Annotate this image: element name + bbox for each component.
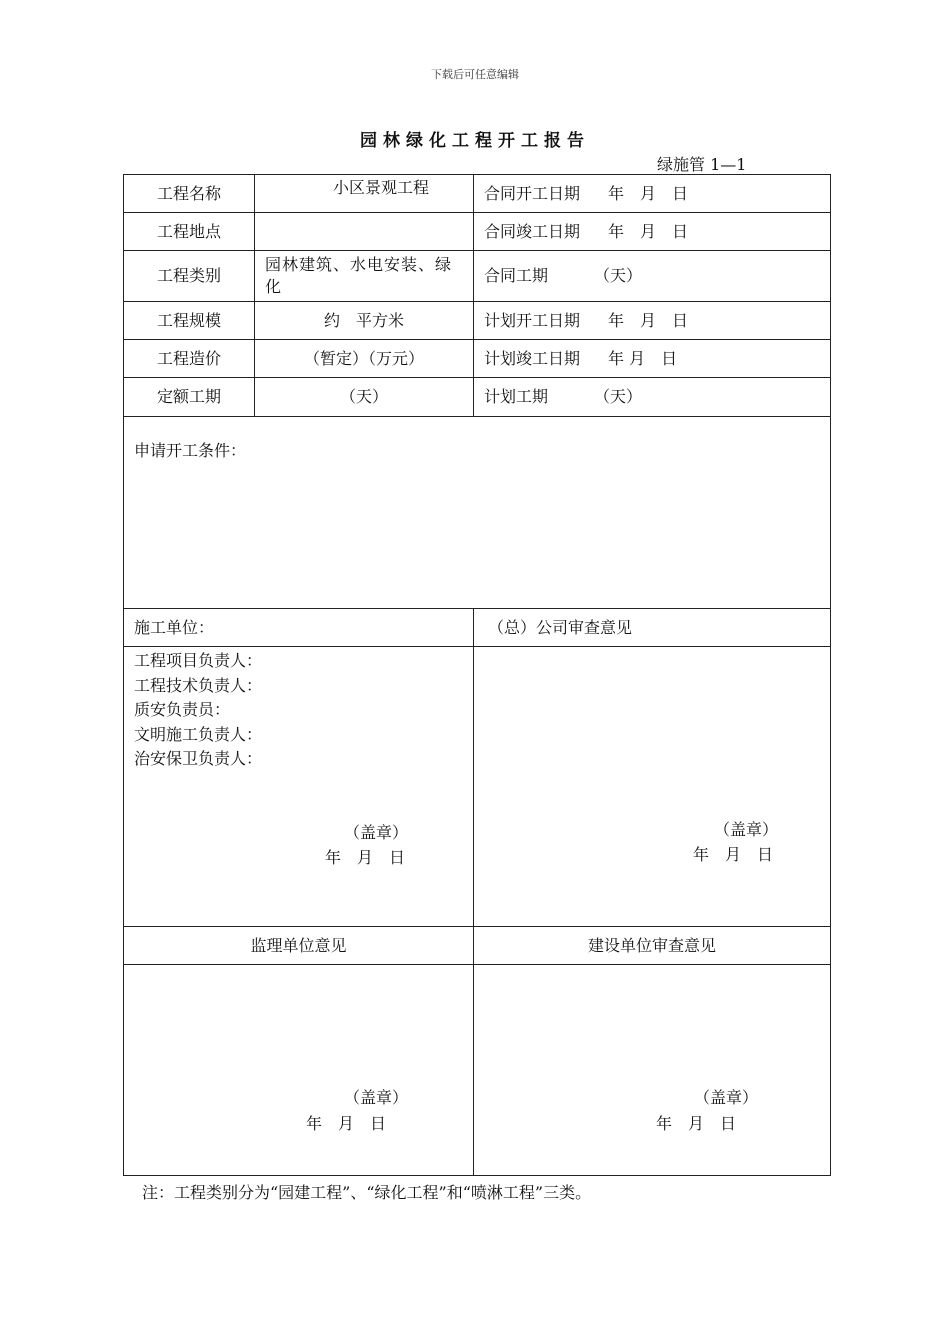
contract-start-label: 合同开工日期 [484,183,581,203]
start-conditions-label: 申请开工条件： [134,441,247,460]
project-manager-label: 工程项目负责人： [134,651,263,670]
row-value-project-scale[interactable] [254,301,474,340]
row-value-project-name[interactable] [254,174,474,213]
project-scale-value: 约 平方米 [323,310,404,330]
project-name-value: 小区景观工程 [333,178,430,197]
contractor-body[interactable] [123,646,474,927]
planned-duration-value: （天） [594,387,643,406]
planned-start-label: 计划开工日期 [484,310,581,330]
label-text: 定额工期 [156,387,221,406]
start-conditions-section[interactable] [123,416,831,609]
owner-body[interactable] [473,964,831,1176]
contractor-title: 施工单位： [134,617,215,637]
company-review-header [473,608,831,647]
row-value-project-location[interactable] [254,212,474,251]
planned-duration-label: 计划工期 [484,387,549,406]
document-title: 园林绿化工程开工报告 [360,131,590,151]
planned-end-label: 计划竣工日期 [484,348,581,368]
company-review-body[interactable] [473,646,831,927]
contract-end-label: 合同竣工日期 [484,221,581,241]
row-planned-start[interactable] [473,301,831,340]
owner-date: 年 月 日 [656,1114,737,1133]
row-label-project-cost [123,339,255,378]
row-contract-start[interactable] [473,174,831,213]
project-cost-value: （暂定）（万元） [303,348,424,368]
responsible-persons-list [134,649,262,772]
row-value-quota-duration[interactable] [254,377,474,417]
label-text: 工程地点 [156,221,221,241]
supervisor-seal: （盖章） [344,1088,409,1107]
row-label-project-location [123,212,255,251]
header-note: 下载后可任意编辑 [431,68,519,81]
civil-construction-label: 文明施工负责人： [134,724,263,744]
row-planned-end[interactable] [473,339,831,378]
label-text: 工程造价 [156,348,221,368]
contract-duration-value: （天） [594,266,643,285]
contractor-date: 年 月 日 [325,848,406,867]
row-label-project-name [123,174,255,213]
supervisor-title: 监理单位意见 [250,935,347,955]
contractor-header [123,608,474,647]
supervisor-header [123,926,474,965]
footnote: 注：工程类别分为“园建工程”、“绿化工程”和“喷淋工程”三类。 [142,1183,592,1202]
contractor-seal: （盖章） [344,823,409,842]
company-review-title: （总）公司审查意见 [488,617,633,637]
row-label-project-type [123,250,255,302]
company-review-date: 年 月 日 [693,845,774,864]
label-text: 工程名称 [156,183,221,203]
form-code: 绿施管 1—1 [657,155,747,174]
contract-end-date: 年 月 日 [608,221,689,241]
supervisor-body[interactable] [123,964,474,1176]
contract-duration-label: 合同工期 [484,266,549,285]
company-review-seal: （盖章） [714,820,779,839]
row-label-quota-duration [123,377,255,417]
owner-title: 建设单位审查意见 [587,935,716,955]
row-value-project-cost[interactable] [254,339,474,378]
row-label-project-scale [123,301,255,340]
row-contract-duration[interactable] [473,250,831,302]
contract-start-date: 年 月 日 [608,183,689,203]
project-type-value: 园林建筑、水电安装、绿化 [265,255,453,296]
row-value-project-type[interactable] [254,250,474,302]
row-planned-duration[interactable] [473,377,831,417]
label-text: 工程类别 [156,266,221,285]
owner-header [473,926,831,965]
planned-end-date: 年 月 日 [608,348,678,368]
owner-seal: （盖章） [694,1088,759,1107]
security-lead-label: 治安保卫负责人： [134,749,263,769]
technical-lead-label: 工程技术负责人： [134,675,263,695]
label-text: 工程规模 [156,310,221,330]
quality-safety-label: 质安负责员： [134,700,231,720]
quota-duration-value: （天） [339,387,388,406]
row-contract-end[interactable] [473,212,831,251]
supervisor-date: 年 月 日 [306,1114,387,1133]
planned-start-date: 年 月 日 [608,310,689,330]
